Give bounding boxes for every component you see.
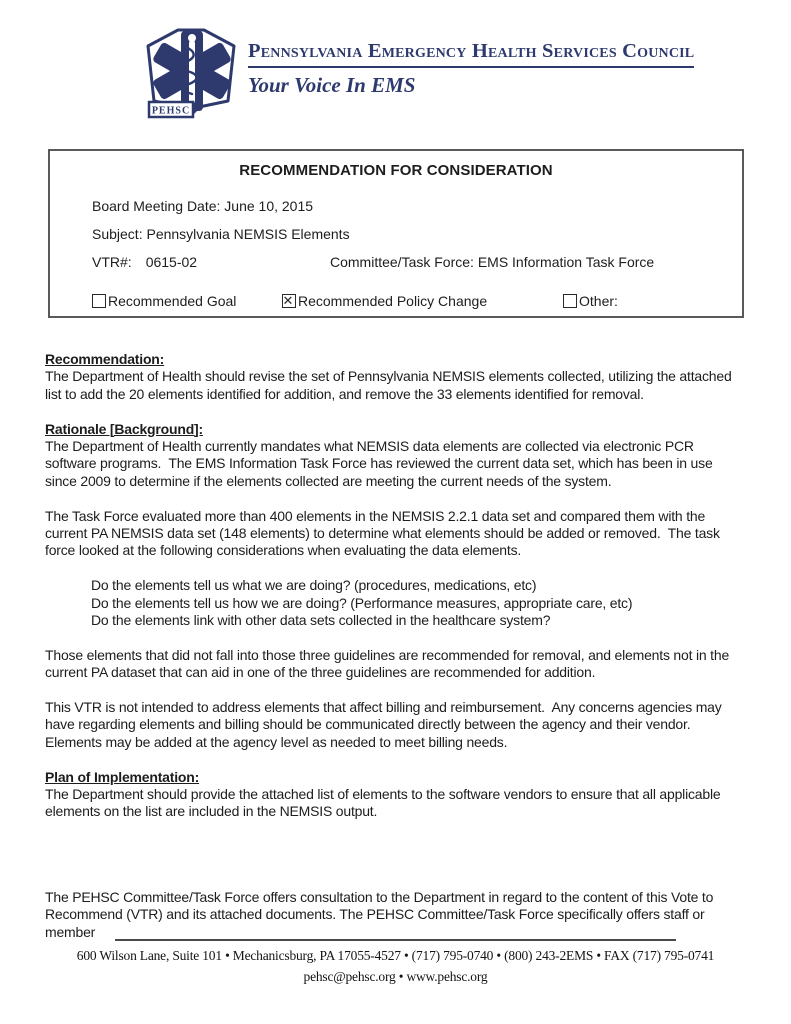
letterhead	[248, 40, 708, 98]
checkbox-recommended-goal	[92, 292, 282, 310]
closing-paragraph: The PEHSC Committee/Task Force offers consultation to the Department in regard to the content of this Vote to Recommend (VTR) and its attached documents. The PEHSC Committee/Task Force specifically offers staff or member	[45, 888, 717, 940]
checkbox-label: Recommended Policy Change	[298, 293, 488, 309]
recommended-policy-change-checkbox[interactable]	[282, 294, 296, 308]
rationale-paragraph-3: Those elements that did not fall into those three guidelines are recommended for removal, and elements not in the current PA dataset that can aid in one of the three guidelines are recommended for addition.	[45, 646, 733, 681]
org-name: Pennsylvania Emergency Health Services Council	[248, 40, 695, 62]
vtr-row	[92, 253, 742, 271]
board-meeting-date: Board Meeting Date: June 10, 2015	[92, 198, 314, 214]
recommendation-heading: Recommendation:	[45, 351, 165, 367]
other-checkbox[interactable]	[563, 294, 577, 308]
checkbox-row	[92, 292, 742, 310]
org-tagline: Your Voice In EMS	[248, 73, 416, 97]
page-footer	[0, 939, 791, 987]
subject-line: Subject: Pennsylvania NEMSIS Elements	[92, 226, 350, 242]
brand-divider	[248, 66, 694, 68]
footer-contact: pehsc@pehsc.org • www.pehsc.org	[303, 969, 488, 984]
vtr-label: VTR#:	[92, 254, 132, 270]
rationale-paragraph-4: This VTR is not intended to address elements that affect billing and reimbursement. Any concerns agencies may have regarding elements and billing should be communicated directly between the agency and their vendor. Elements may be added at the agency level as needed to meet billing needs.	[45, 699, 726, 750]
checkbox-recommended-policy-change	[282, 292, 563, 310]
plan-heading: Plan of Implementation:	[45, 768, 200, 785]
recommendation-form-box	[48, 149, 744, 318]
committee-task-force: Committee/Task Force: EMS Information Task Force	[330, 254, 655, 270]
consideration-item: Do the elements tell us how we are doing? (Performance measures, appropriate care, etc)	[91, 594, 633, 611]
vtr-value: 0615-02	[145, 254, 198, 270]
recommendation-paragraph: The Department of Health should revise the set of Pennsylvania NEMSIS elements collected, utilizing the attached list to add the 20 elements identified for addition, and remove the 33 elements identified for removal.	[45, 368, 736, 402]
plan-paragraph: The Department should provide the attached list of elements to the software vendors to ensure that all applicable elements on the list are included in the NEMSIS output.	[45, 786, 725, 820]
consideration-item: Do the elements link with other data sets collected in the healthcare system?	[91, 612, 551, 629]
rationale-heading: Rationale [Background]:	[45, 420, 203, 437]
form-title: RECOMMENDATION FOR CONSIDERATION	[239, 162, 553, 179]
logo-acronym: PEHSC	[151, 105, 191, 117]
rationale-paragraph-1: The Department of Health currently mandates what NEMSIS data elements are collected via electronic PCR software programs. The EMS Information Task Force has reviewed the current data set, which has been in use since 2009 to determine if the elements collected are meeting the current needs of the system.	[45, 438, 717, 489]
pehsc-logo	[141, 25, 241, 122]
rationale-paragraph-2: The Task Force evaluated more than 400 elements in the NEMSIS 2.2.1 data set and compared them with the current PA NEMSIS data set (148 elements) to determine what elements should be added or removed. The task force looked at the following considerations when evaluating the data elements.	[45, 507, 724, 559]
footer-address: 600 Wilson Lane, Suite 101 • Mechanicsburg, PA 17055-4527 • (717) 795-0740 • (800) 243-2EMS • FAX (717) 795-0741	[76, 948, 715, 963]
considerations-list	[45, 577, 747, 629]
checkbox-label: Other:	[579, 293, 618, 309]
footer-divider	[115, 939, 676, 941]
vtr-number	[92, 253, 330, 271]
document-body	[45, 351, 747, 958]
checkbox-other	[563, 292, 742, 310]
consideration-item: Do the elements tell us what we are doing? (procedures, medications, etc)	[91, 577, 537, 594]
checkbox-label: Recommended Goal	[108, 293, 237, 309]
recommended-goal-checkbox[interactable]	[92, 294, 106, 308]
